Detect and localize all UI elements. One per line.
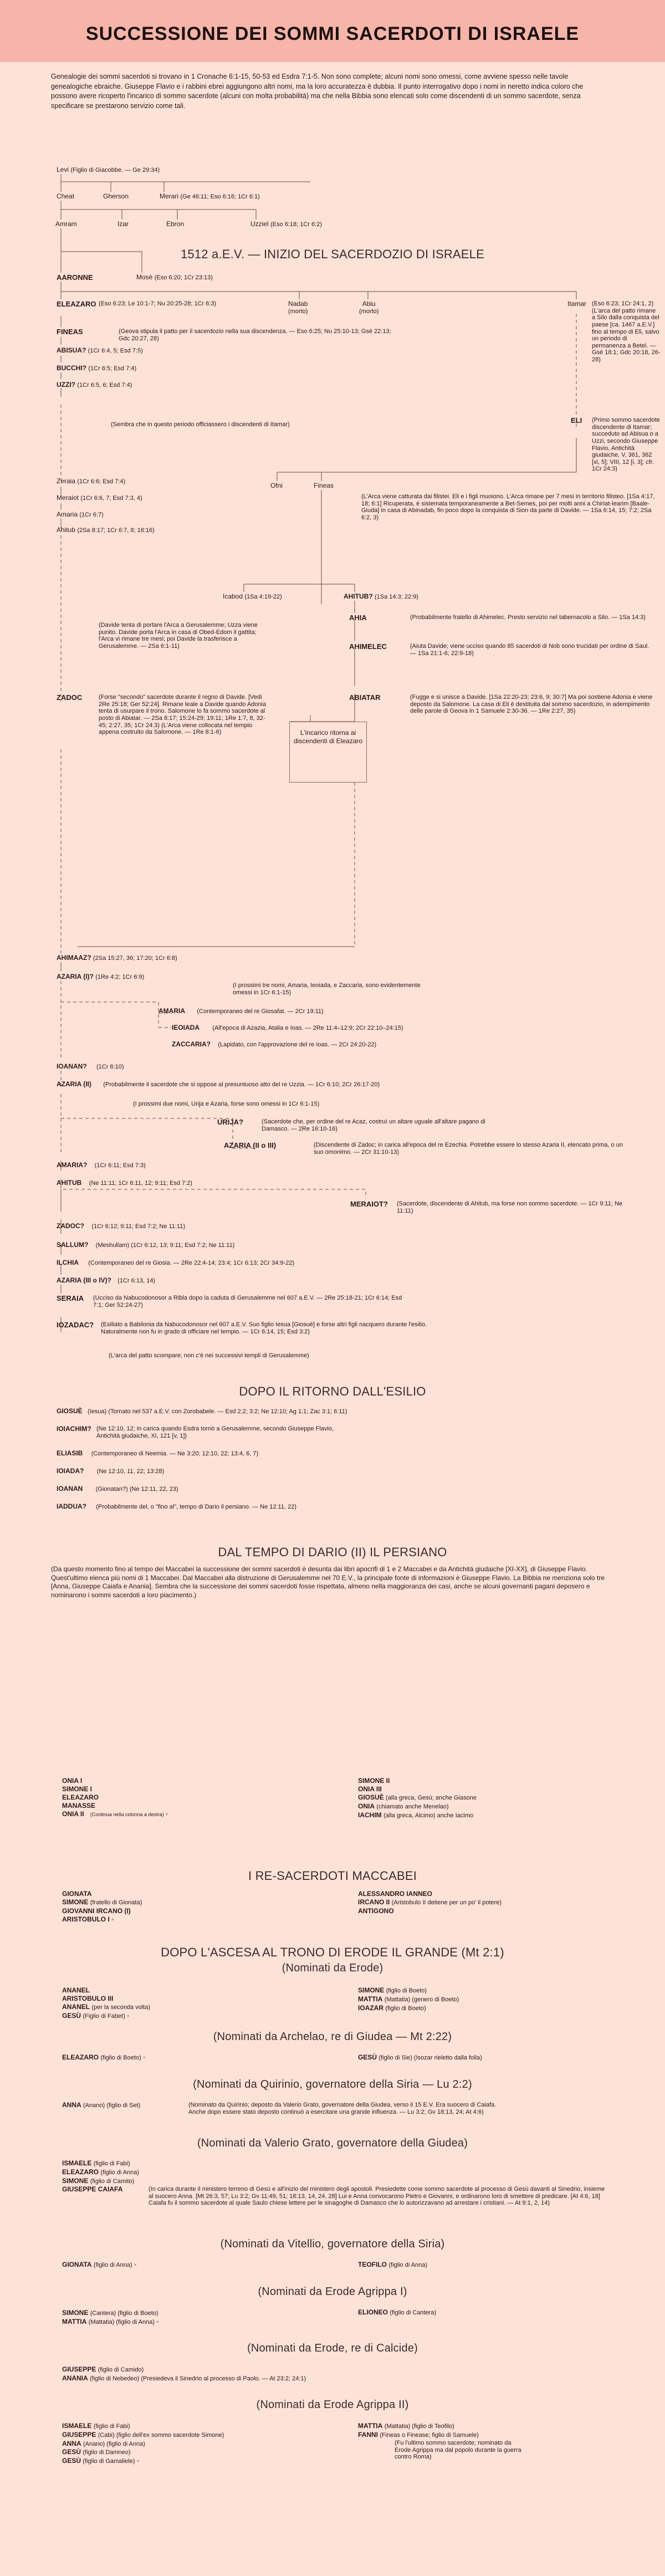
- iozadac-note: (Esiliato a Babilonia da Nabucodonosor nel 607 a.E.V. Suo figlio Iesua [Giosuè] e forse altri figli nacquero durante l'esilio. Naturalmente non fu in grado di officiare nel tempio. — 1Cr 6:14, 15; Esd 3:2): [101, 1321, 427, 1335]
- ilchia-note: (Contemporaneo del re Giosia. — 2Re 22:4-14; 23:4; 1Cr 6:13; 2Cr 34:9-22): [88, 1260, 295, 1266]
- onia2-note: (Continua nella colonna a destra): [90, 1812, 164, 1817]
- high-priest-name: ONIA: [358, 1802, 375, 1810]
- high-priest-name: SIMONE I: [62, 1785, 93, 1793]
- high-priest-name: ANNA: [62, 2439, 81, 2447]
- ieoiada: [172, 1024, 403, 1032]
- levi: [57, 166, 160, 174]
- high-priest-note: (figlio di Fabi): [93, 2160, 130, 2167]
- darius-left-list: [62, 1777, 168, 1818]
- abiu-name: Abiu: [362, 300, 376, 308]
- agrippa1-left: [62, 2309, 159, 2327]
- zeraia-note: (1Cr 6:6; Esd 7:4): [77, 478, 126, 485]
- high-priest-name: ANANEL: [62, 2003, 90, 2011]
- continue-arrow-icon: ◦: [134, 2261, 137, 2268]
- row-note: (Ne 12:10, 12; in carica quando Esdra tornò a Gerusalemme, secondo Giuseppe Flavio, Antichità giudaiche, XI, 121 [v, 1]): [96, 1425, 334, 1439]
- high-priest-name: FANNI: [358, 2430, 378, 2439]
- after-exile-row: [57, 1468, 164, 1475]
- azaria4: [57, 1277, 155, 1285]
- quirinius-name: [62, 2102, 140, 2109]
- amaria-b-note: (Contemporaneo del re Giosafat. — 2Cr 19:11): [197, 1008, 324, 1015]
- gap-note: (Sembra che in questo periodo officiassero i discendenti di Itamar): [111, 421, 290, 428]
- eleazaro-return-box: L'incarico ritorna ai discendenti di Eleazaro: [289, 722, 367, 783]
- high-priest-name: ANANIA: [62, 2374, 88, 2382]
- high-priest-name: GESÙ: [358, 2053, 377, 2061]
- iozadac: IOZADAC?: [57, 1321, 94, 1329]
- high-priest-name: MATTIA: [62, 2317, 87, 2325]
- continue-arrow-icon: ◦: [156, 2317, 159, 2325]
- uzzi-name: UZZI?: [57, 381, 75, 389]
- uzziel-name: Uzziel: [250, 220, 269, 228]
- high-priest-name: ISMAELE: [62, 2159, 92, 2167]
- amaria-a-name: Amaria: [57, 510, 78, 518]
- high-priest-name: ANNA: [62, 2101, 81, 2109]
- high-priest-note: (figlio di Fabi): [93, 2423, 130, 2430]
- king-priest-note: (Aristobulo II detiene per un po' il potere): [391, 1899, 502, 1906]
- maccabees-heading: I RE-SACERDOTI MACCABEI: [248, 1869, 417, 1883]
- high-priest-note: (figlio di Anna): [100, 2169, 140, 2176]
- agrippa1-heading: (Nominati da Erode Agrippa I): [258, 2286, 407, 2298]
- vitellius-heading: (Nominati da Vitellio, governatore della Siria): [220, 2238, 445, 2250]
- ilchia-name: ILCHIA: [57, 1259, 79, 1266]
- high-priest-note: (figlio di Camito): [90, 2178, 135, 2185]
- abiu: [359, 300, 378, 315]
- high-priest-name: MATTIA: [358, 1995, 383, 2003]
- nadab-note: (morto): [288, 308, 308, 315]
- high-priest-note: (figlio di Nebedeo) (Presiedeva il Sinedrio al processo di Paolo. — At 23:2; 24:1): [90, 2375, 306, 2382]
- zadoc2-note: (1Cr 6:12; 9:11; Esd 7:2; Ne 11:11): [91, 1223, 186, 1230]
- ieoiada-name: IEOIADA: [172, 1024, 200, 1031]
- high-priest-name: GIUSEPPE CAIAFA: [62, 2185, 123, 2194]
- amaria-c-name: AMARIA?: [57, 1161, 88, 1169]
- azaria3: AZARIA (II o III): [224, 1141, 277, 1149]
- urija: URIJA?: [217, 1118, 243, 1126]
- high-priest-note: (alla greca, Gesù; anche Giasone: [386, 1795, 477, 1801]
- high-priest-note: (Cabi) (figlio dell'ex sommo sacerdote Simone): [98, 2431, 224, 2439]
- continue-arrow-icon: ◦: [111, 1915, 114, 1923]
- chalcis-list: [62, 2365, 306, 2383]
- continue-arrow-icon: ◦: [143, 2053, 146, 2061]
- zaccaria-name: ZACCARIA?: [172, 1040, 211, 1048]
- darius-heading: DAL TEMPO DI DARIO (II) IL PERSIANO: [218, 1545, 447, 1559]
- herod-subheading: (Nominati da Erode): [282, 1962, 383, 1974]
- ebron: Ebron: [166, 220, 185, 228]
- row-note: (Contemporaneo di Neemia. — Ne 3:20; 12:10, 22; 13:4, 6, 7): [91, 1450, 259, 1457]
- high-priest-note: (Mattatia) (genero di Boeto): [384, 1996, 459, 2003]
- high-priest-name: SIMONE II: [358, 1777, 390, 1785]
- high-priest-note: (Mattatia) (figlio di Anna): [88, 2318, 155, 2325]
- eleazaro: ELEAZARO: [57, 300, 96, 308]
- abiu-note: (morto): [359, 308, 379, 315]
- ahitub-a-name: Ahitub: [57, 526, 76, 534]
- high-priest-note: (Mattatia) (figlio di Teofilo): [384, 2423, 454, 2430]
- maccabees-left: [62, 1890, 142, 1924]
- row-name: IOIADA?: [57, 1467, 84, 1475]
- amaria-c: [57, 1162, 146, 1169]
- row-note: (Iesua) (Tornato nel 537 a.E.V. con Zorobabele. — Esd 2:2; 3:2; Ne 12:10; Ag 1:1; Zac 3:1; 6:11): [88, 1408, 347, 1415]
- ioanan-note: (1Cr 6:10): [96, 1064, 124, 1070]
- seraia-note: (Ucciso da Nabucodonosor a Ribla dopo la caduta di Gerusalemme nel 607 a.E.V. — 2Re 25:18-21; 1Cr 6:14; Esd 7:1; Ger 52:24-27): [93, 1295, 402, 1309]
- high-priest-name: SIMONE: [62, 2309, 89, 2317]
- nadab-name: Nadab: [288, 300, 308, 308]
- after-exile-row: [57, 1408, 347, 1415]
- after-exile-row: [57, 1450, 258, 1458]
- king-priest-note: (fratello di Gionata): [90, 1899, 142, 1906]
- uzziel: [250, 221, 322, 228]
- fineas: FINEAS: [57, 328, 83, 336]
- meraiot-a: [57, 494, 142, 502]
- high-priest-name: IOAZAR: [358, 2003, 383, 2012]
- uzzi: [57, 381, 132, 389]
- archelaus-left: [62, 2054, 145, 2062]
- row-name: GIOSUÈ: [57, 1407, 83, 1415]
- ahia-note: (Probabilmente fratello di Ahimelec. Presto servizio nel tabernacolo a Silo. — 1Sa 14:3): [410, 614, 646, 621]
- mose: [136, 274, 213, 282]
- ahitub-c: [57, 1179, 192, 1187]
- gratus-names: [62, 2159, 139, 2194]
- merari-name: Merari: [160, 192, 179, 200]
- ahimelec: AHIMELEC: [349, 642, 387, 651]
- high-priest-name: ONIA I: [62, 1777, 83, 1785]
- nadab: [288, 300, 308, 315]
- after-exile-row: [57, 1485, 178, 1493]
- ahia: AHIA: [349, 614, 367, 622]
- high-priest-name: GIONATA: [62, 2261, 92, 2268]
- row-name: IADDUA?: [57, 1502, 86, 1510]
- high-priest-note: (figlio di Anna): [93, 2262, 132, 2268]
- arca-end-note: (L'arca del patto scompare; non c'è nei successivi templi di Gerusalemme): [109, 1352, 309, 1359]
- azaria2-note: (Probabilmente il sacerdote che si oppose al presuntuoso atto del re Uzzia. — 1Cr 6:10; 2Cr 26:17-20): [103, 1081, 380, 1088]
- amaria-a: [57, 511, 104, 519]
- intro-text: Genealogie dei sommi sacerdoti si trovano in 1 Cronache 6:1-15, 50-53 ed Esdra 7:1-5. Non sono complete; alcuni nomi sono omessi, come avviene spesso nelle tavole genealogiche ebraiche. Giuseppe Flavio e i rabbini ebrei aggiungono altri nomi, ma la loro accuratezza è dubbia. Il punto interrogativo dopo i nomi in neretto indica coloro che possono avere ricoperto l'incarico di sommo sacerdote (alcuni con molta probabilità) ma che nella Bibbia sono elencati solo come discendenti di un sommo sacerdote, senza specificare se prestarono servizio come tali.: [51, 73, 584, 110]
- continue-arrow-icon: ◦: [136, 2457, 140, 2465]
- azaria4-name: AZARIA (III o IV)?: [57, 1276, 111, 1284]
- after-exile-row: [57, 1425, 354, 1439]
- two-note: (I prossimi due nomi, Urija e Azaria, forse sono omessi in 1Cr 6:1-15): [133, 1101, 320, 1107]
- high-priest-name: GIUSEPPE: [62, 2430, 96, 2439]
- three-note: (I prossimi tre nomi, Amaria, Ieoiada, e Zaccaria, sono evidentemente omessi in 1Cr 6:1-15): [233, 982, 421, 996]
- row-note: (Probabilmente del, o "fino al", tempo di Dario il persiano. — Ne 12:11, 22): [96, 1504, 296, 1510]
- azaria1-note: (1Re 4:2; 1Cr 6:9): [95, 974, 145, 980]
- mose-note: (Eso 6:20; 1Cr 23:13): [154, 274, 213, 281]
- high-priest-name: GESÙ: [62, 2448, 81, 2456]
- ahimaaz-name: AHIMAAZ?: [57, 954, 91, 962]
- after-exile-row: [57, 1503, 296, 1511]
- zadoc2-name: ZADOC?: [57, 1222, 84, 1230]
- eli-note: (Primo sommo sacerdote discendente di Itamar; succeduto ad Abisua o a Uzzi, secondo Giuseppe Flavio, Antichità giudaiche, V, 361, 362 [xi, 5]; VIII, 12 [i, 3]; cfr. 1Cr 24:3): [592, 417, 660, 473]
- ahitub-c-note: (Ne 11:11; 1Cr 6:11, 12; 9:11; Esd 7:2): [89, 1180, 192, 1187]
- high-priest-note: (figlio di Boeto): [385, 2005, 426, 2012]
- ilchia: [57, 1259, 294, 1267]
- sallum-name: SALLUM?: [57, 1241, 89, 1249]
- icabod-name: Icabod: [223, 592, 243, 600]
- herod-right: [358, 1986, 459, 2012]
- high-priest-name: ELEAZARO: [62, 2053, 99, 2061]
- zeraia-name: Zeraia: [57, 477, 76, 485]
- meraiot-a-name: Meraiot: [57, 494, 79, 502]
- eleazaro-note: (Eso 6:23; Le 10:1-7; Nu 20:25-28; 1Cr 6:3): [99, 300, 217, 307]
- king-priest-name: ALESSANDRO IANNEO: [358, 1890, 433, 1898]
- zadoc: ZADOC: [57, 693, 83, 702]
- ahitub-b-name: AHITUB?: [344, 592, 373, 600]
- high-priest-name: ELEAZARO: [62, 1793, 99, 1801]
- high-priest-name: GESÙ: [62, 2011, 81, 2020]
- high-priest-note: (chiamato anche Menelao): [376, 1803, 449, 1810]
- amaria-a-note: (1Cr 6:7): [79, 512, 104, 518]
- high-priest-note: (Anano) (figlio di Set): [83, 2102, 141, 2109]
- row-name: IOANAN: [57, 1485, 83, 1493]
- aaronne: AARONNE: [57, 273, 93, 282]
- uzzi-note: (1Cr 6:5, 6; Esd 7:4): [77, 382, 132, 389]
- ieoiada-note: (All'epoca di Azazia, Atalia e Ioas. — 2Re 11:4–12:9; 2Cr 22:10–24:15): [212, 1025, 403, 1031]
- merari-note: (Ge 46:11; Eso 6:16; 1Cr 6:1): [180, 193, 260, 200]
- abisua: [57, 347, 143, 355]
- high-priest-name: MANASSE: [62, 1802, 96, 1810]
- vitellius-right: [358, 2261, 427, 2269]
- itamar: Itamar: [567, 300, 587, 308]
- ahitub-c-name: AHITUB: [57, 1179, 82, 1187]
- archelaus-right: [358, 2054, 482, 2062]
- ioanan: [57, 1063, 124, 1071]
- icabod: [223, 593, 282, 601]
- row-note: (Gionatan?) (Ne 12:11, 22, 23): [95, 1486, 178, 1493]
- high-priest-name: MATTIA: [358, 2422, 383, 2430]
- amaria-b: [158, 1008, 324, 1015]
- high-priest-name: ELEAZARO: [62, 2168, 99, 2176]
- high-priest-name: IACHIM: [358, 1811, 382, 1819]
- itamar-note: (Eso 6:23; 1Cr 24:1, 2) (L'arca del patto rimane a Silo dalla conquista del paese [ca. 1467 a.E.V.] fino al tempo di Eli, salvo un periodo di permanenza a Betel. — Gsè 18:1; Gdc 20:18, 26-28): [592, 300, 661, 364]
- gratus-heading: (Nominati da Valerio Grato, governatore della Giudea): [197, 2137, 468, 2149]
- high-priest-note: (per la seconda volta): [91, 2004, 151, 2011]
- zeraia: [57, 478, 125, 485]
- row-name: ELIASIB: [57, 1449, 83, 1457]
- darius-right-list: [358, 1777, 477, 1819]
- darius-note: (Da questo momento fino al tempo dei Maccabei la successione dei sommi sacerdoti è desunta dai libri apocrifi di 1 e 2 Maccabei e da Antichità giudaiche [XI-XX], di Giuseppe Flavio. Quest'ultimo elenca più nomi di 1 Maccabei. Dal Maccabei alla distruzione di Gerusalemme nel 70 E.V., la principale fonte di informazioni è Giuseppe Flavio. La Bibbia ne menziona solo tre [Anna, Giuseppe Caiafa e Anania]. Sembra che la successione dei sommi sacerdoti fosse rispettata, almeno nella maggioranza dei casi, anche se alcuni governanti pagani deposero e nominarono i sommi sacerdoti a loro piacimento.): [51, 1565, 605, 1599]
- king-priest-name: IRCANO II: [358, 1898, 390, 1906]
- high-priest-name: ARISTOBULO III: [62, 1995, 114, 2002]
- fineas-note: (Geova stipula il patto per il sacerdozio nella sua discendenza. — Eso 6:25; Nu 25:10-13; Gsè 22:13; Gdc 20:27, 28): [119, 328, 391, 342]
- archelaus-heading: (Nominati da Archelao, re di Giudea — Mt 2:22): [213, 2031, 452, 2043]
- ahitub-a-note: (2Sa 8:17; 1Cr 6:7, 8; 18:16): [77, 527, 155, 534]
- herod-heading: DOPO L'ASCESA AL TRONO DI ERODE IL GRANDE (Mt 2:1): [161, 1945, 504, 1959]
- high-priest-name: GIOSUÈ: [358, 1793, 384, 1801]
- king-priest-name: ARISTOBULO I: [62, 1915, 110, 1923]
- quirinius-heading: (Nominati da Quirinio, governatore della Siria — Lu 2:2): [193, 2078, 472, 2091]
- gherson: Gherson: [103, 192, 129, 200]
- meraiot-b-note: (Sacerdote, discendente di Ahitub, ma forse non sommo sacerdote. — 1Cr 9:11; Ne 11:11): [397, 1200, 623, 1214]
- maccabees-right: [358, 1890, 502, 1915]
- zaccaria: [172, 1041, 376, 1049]
- quirinius-note: (Nominato da Quirinio; deposto da Valerio Grato, governatore della Giudea, verso il 15 E.V. Era suocero di Caiafa. Anche dopo essere stato deposto continuò a esercitare una grande influenza. — Lu 3:2; Gv 18:13, 24; At 4:6): [188, 2102, 497, 2115]
- ioanan-name: IOANAN?: [57, 1062, 87, 1070]
- zaccaria-note: (Lapidato, con l'approvazione del re Ioas. — 2Cr 24:20-22): [218, 1041, 377, 1048]
- high-priest-note: (figlio di Cantera): [390, 2309, 437, 2316]
- high-priest-note: (figlio di Boeto): [100, 2054, 141, 2061]
- meraiot-a-note: (1Cr 6:6, 7; Esd 7:3, 4): [80, 495, 142, 502]
- continue-arrow-icon: ◦: [165, 1810, 168, 1818]
- levi-name: Levi: [57, 166, 69, 173]
- high-priest-name: GIUSEPPE: [62, 2365, 96, 2373]
- zadoc2: [57, 1223, 185, 1230]
- levi-note: (Figlio di Giacobbe. — Ge 29:34): [70, 167, 160, 173]
- izar: Izar: [117, 220, 129, 228]
- high-priest-note: (Cantera) (figlio di Boeto): [90, 2310, 158, 2317]
- arca-jerusalem-note: (Davide tenta di portare l'Arca a Gerusalemme; Uzza viene punito. Davide porta l'Arca in casa di Obed-Edom il gattita; l'Arca vi rimane tre mesi; poi Davide la trasferisce a Gerusalemme. — 2Sa 6:1-11): [99, 622, 258, 650]
- high-priest-name: ONIA III: [358, 1785, 382, 1793]
- azaria3-note: (Discendente di Zadoc; in carica all'epoca del re Ezechia. Potrebbe essere lo stesso Azaria II, elencato prima, o un suo omonimo. — 2Cr 31:10-13): [314, 1142, 623, 1156]
- merari: [160, 193, 260, 201]
- ahimelec-note: (Aiuta Davide; viene ucciso quando 85 sacerdoti di Nob sono trucidati per ordine di Saul. — 1Sa 21:1-6; 22:9-18): [410, 643, 649, 657]
- ofni: Ofni: [270, 482, 283, 489]
- amram: Amram: [55, 220, 77, 228]
- high-priest-name: ONIA II: [62, 1810, 84, 1818]
- icabod-note: (1Sa 4:19-22): [244, 594, 282, 600]
- zadoc-note: (Forse "secondo" sacerdote durante il regno di Davide. [Vedi 2Re 25:18; Ger 52:24]. Rimane leale a Davide quando Adonia tenta di usurpare il trono. Salomone lo fa sommo sacerdote al posto di Abiatar. — 2Sa 8:17; 15:24-29; 19:11; 1Re 1:7, 8, 32-45; 2:27, 35; 1Cr 24:3) (L'Arca viene collocata nel tempio appena costruito da Salomone. — 1Re 8:1-6): [99, 694, 267, 736]
- agrippa2-left: [62, 2422, 224, 2466]
- ark-note: (L'Arca viene catturata dai filistei. Eli e i figli muoiono. L'Arca rimane per 7 mesi in territorio filisteo. [1Sa 4:17, 18; 6:1] Ricuperata, è sistemata temporaneamente a Bet-Semes, poi per molti anni a Chiriat-Iearim [Baale-Giuda] in casa di Abinadab, fin poco dopo la conquista di Sion da parte di Davide. — 1Sa 6:14, 15; 7:2; 2Sa 6:2, 3): [361, 493, 655, 521]
- abisua-note: (1Cr 6:4, 5; Esd 7:5): [88, 347, 143, 354]
- high-priest-note: (figlio di Sie) (Isozar rieletto dalla folla): [378, 2054, 482, 2061]
- high-priest-note: (figlio di Gamaliele): [83, 2458, 135, 2465]
- seraia: SERAIA: [57, 1294, 84, 1302]
- bucchi: [57, 365, 136, 372]
- high-priest-note: (Anano) (figlio di Anna): [83, 2440, 145, 2447]
- high-priest-name: SIMONE: [358, 1986, 385, 1994]
- after-exile-heading: DOPO IL RITORNO DALL'ESILIO: [239, 1384, 426, 1398]
- agrippa2-right: [358, 2422, 479, 2440]
- high-priest-name: ELIONEO: [358, 2308, 388, 2316]
- chalcis-heading: (Nominati da Erode, re di Calcide): [247, 2342, 418, 2354]
- azaria2-name: AZARIA (II): [57, 1080, 91, 1088]
- row-note: (Ne 12:10, 11, 22; 13:28): [96, 1468, 165, 1475]
- high-priest-name: GESÙ: [62, 2457, 81, 2465]
- agrippa1-right: [358, 2309, 436, 2317]
- ahitub-b-note: (1Sa 14:3; 22:9): [375, 594, 418, 600]
- ahimaaz: [57, 954, 177, 962]
- bucchi-note: (1Cr 6:5; Esd 7:4): [88, 365, 137, 372]
- high-priest-name: ANANEL: [62, 1986, 90, 1994]
- herod-left: [62, 1986, 150, 2021]
- uzziel-note: (Eso 6:18; 1Cr 6:2): [270, 221, 322, 228]
- azaria4-note: (1Cr 6:13, 14): [117, 1277, 156, 1284]
- high-priest-note: (figlio di Camido): [98, 2367, 144, 2373]
- high-priest-note: (Figlio di Fabet): [83, 2012, 125, 2020]
- fineas2: Fineas: [314, 482, 334, 489]
- agrippa2-heading: (Nominati da Erode Agrippa II): [256, 2399, 409, 2411]
- row-name: IOIACHIM?: [57, 1425, 91, 1433]
- vitellius-left: [62, 2261, 136, 2269]
- fanni-note: (Fu l'ultimo sommo sacerdote; nominato da Erode Agrippa ma dal popolo durante la guerra contro Roma): [395, 2440, 521, 2461]
- high-priest-note: (alla greca, Alcimo) anche Iacimo: [383, 1812, 474, 1819]
- abiatar-note: (Fugge e si unisce a Davide. [1Sa 22:20-23; 23:6, 9; 30:7] Ma poi sostiene Adonia e viene deposto da Salomone. La casa di Eli è destituita dal sommo sacerdozio, in adempimento delle parole di Geova in 1 Samuele 2:30-36. — 1Re 2:27, 35): [410, 694, 653, 715]
- meraiot-b: MERAIOT?: [350, 1200, 388, 1208]
- ahimaaz-note: (2Sa 15:27, 36; 17:20; 1Cr 6:8): [93, 955, 177, 962]
- azaria1: [57, 973, 144, 981]
- high-priest-name: ISMAELE: [62, 2422, 92, 2430]
- king-priest-name: GIOVANNI IRCANO (I): [62, 1907, 131, 1915]
- continue-arrow-icon: ◦: [127, 2011, 130, 2020]
- king-priest-name: GIONATA: [62, 1890, 92, 1898]
- sallum-note: (Meshullam) (1Cr 6:12, 13; 9:11; Esd 7:2; Ne 11:11): [95, 1242, 235, 1249]
- azaria1-name: AZARIA (I)?: [57, 973, 94, 980]
- abiatar: ABIATAR: [349, 693, 381, 702]
- amaria-b-name: AMARIA: [158, 1007, 185, 1015]
- high-priest-note: (figlio di Anna): [388, 2262, 428, 2268]
- ahitub-a: [57, 527, 155, 534]
- king-priest-name: SIMONE: [62, 1898, 89, 1906]
- page-title: SUCCESSIONE DEI SOMMI SACERDOTI DI ISRAELE: [85, 23, 580, 44]
- sallum: [57, 1241, 234, 1249]
- high-priest-note: (Fineas o Finease; figlio di Samuele): [380, 2431, 479, 2439]
- abisua-name: ABISUA?: [57, 346, 86, 354]
- high-priest-note: (figlio di Damneo): [83, 2449, 131, 2456]
- eli: ELI: [571, 416, 582, 425]
- high-priest-name: SIMONE: [62, 2176, 89, 2185]
- king-priest-name: ANTIGONO: [358, 1907, 394, 1915]
- high-priest-note: (figlio di Boeto): [386, 1987, 427, 1994]
- azaria2: [57, 1081, 380, 1088]
- era-heading: 1512 a.E.V. — INIZIO DEL SACERDOZIO DI ISRAELE: [181, 247, 484, 261]
- bucchi-name: BUCCHI?: [57, 364, 86, 372]
- cheat: Cheat: [57, 192, 75, 200]
- mose-name: Mosè: [136, 273, 153, 281]
- urija-note: (Sacerdote che, per ordine del re Acaz, costruì un altare uguale all'altare pagano di Damasco. — 2Re 16:10-16): [262, 1118, 485, 1132]
- ahitub-b: [344, 593, 418, 601]
- high-priest-name: TEOFILO: [358, 2261, 387, 2268]
- amaria-c-note: (1Cr 6:11; Esd 7:3): [94, 1162, 146, 1169]
- caiafa-note: (In carica durante il ministero terreno di Gesù e all'inizio del ministero degli apostoli. Presiedette come sommo sacerdote al processo di Gesù davanti al Sinedrio, insieme al suocero Anna. [Mt 26:3, 57; Lu 3:2; Gv 11:49, 51; 18:13, 14, 24, 28] Lui e Anna convocarono Pietro e Giovanni, e ordinarono loro di smettere di predicare. [At 4:6, 18] Caiafa fu il sommo sacerdote al quale Saulo chiese lettere per le sinagoghe di Damasco che lo autorizzavano ad arrestare i cristiani. — At 9:1, 2, 14): [149, 2186, 605, 2207]
